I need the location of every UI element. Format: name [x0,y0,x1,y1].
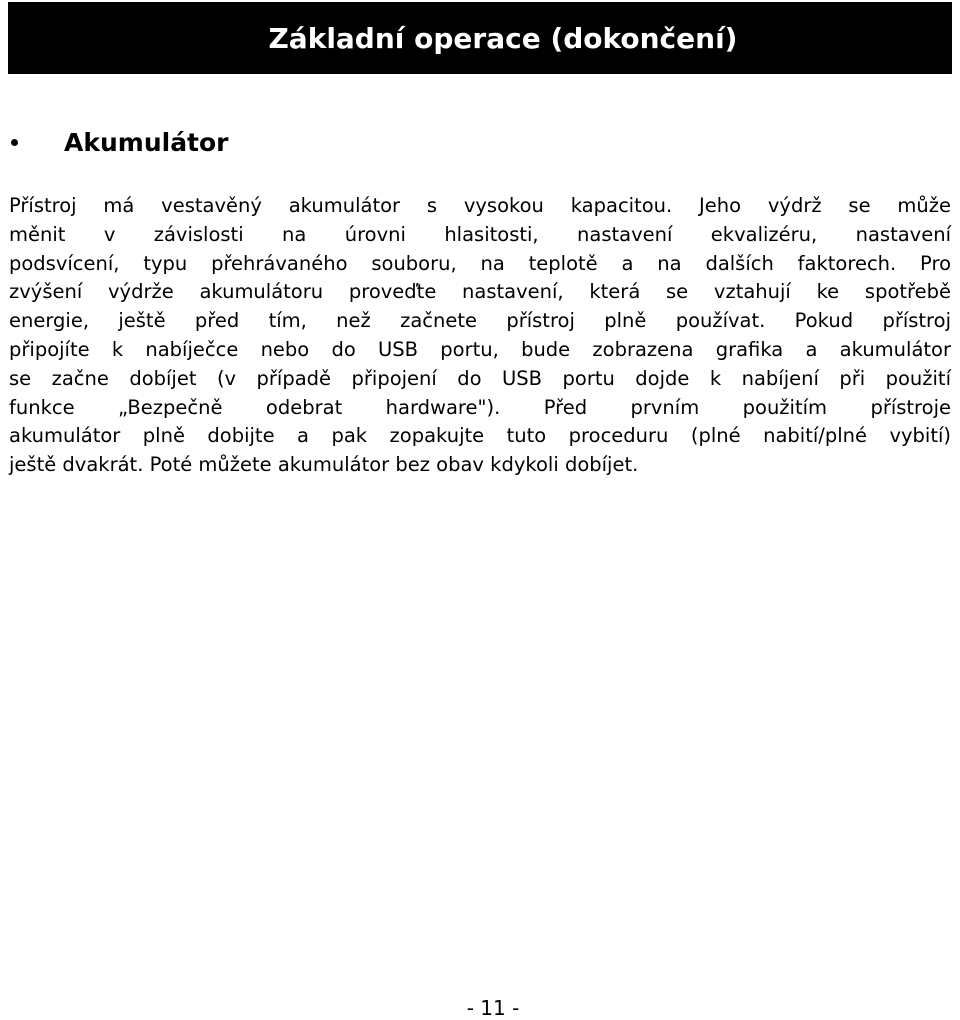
paragraph-line: akumulátor plně dobijte a pak zopakujte tuto proceduru (plné nabití/plné vybití) [9,424,951,448]
section-heading-row [8,128,229,157]
bullet-icon [11,139,18,146]
page-number: - 11 - [466,996,520,1020]
paragraph-line: funkce „Bezpečně odebrat hardware"). Před prvním použitím přístroje [9,395,951,419]
page-title: Základní operace (dokončení) [268,21,738,55]
paragraph-line: Přístroj má vestavěný akumulátor s vysokou kapacitou. Jeho výdrž se může [9,194,951,217]
body-paragraph [9,192,951,480]
paragraph-line: připojíte k nabíječce nebo do USB portu, bude zobrazena grafika a akumulátor [9,337,951,361]
page-header-bar [8,2,952,74]
paragraph-line: energie, ještě před tím, než začnete přístroj plně používat. Pokud přístroj [9,309,951,333]
paragraph-line: měnit v závislosti na úrovni hlasitosti, nastavení ekvalizéru, nastavení [9,222,951,246]
paragraph-line: se začne dobíjet (v případě připojení do USB portu dojde k nabíjení při použití [9,366,951,390]
section-heading: Akumulátor [64,128,229,157]
paragraph-line: ještě dvakrát. Poté můžete akumulátor bez obav kdykoli dobíjet. [9,453,639,477]
paragraph-line: podsvícení, typu přehrávaného souboru, na teplotě a na dalších faktorech. Pro [9,251,951,275]
paragraph-line: zvýšení výdrže akumulátoru proveďte nastavení, která se vztahují ke spotřebě [9,280,951,304]
